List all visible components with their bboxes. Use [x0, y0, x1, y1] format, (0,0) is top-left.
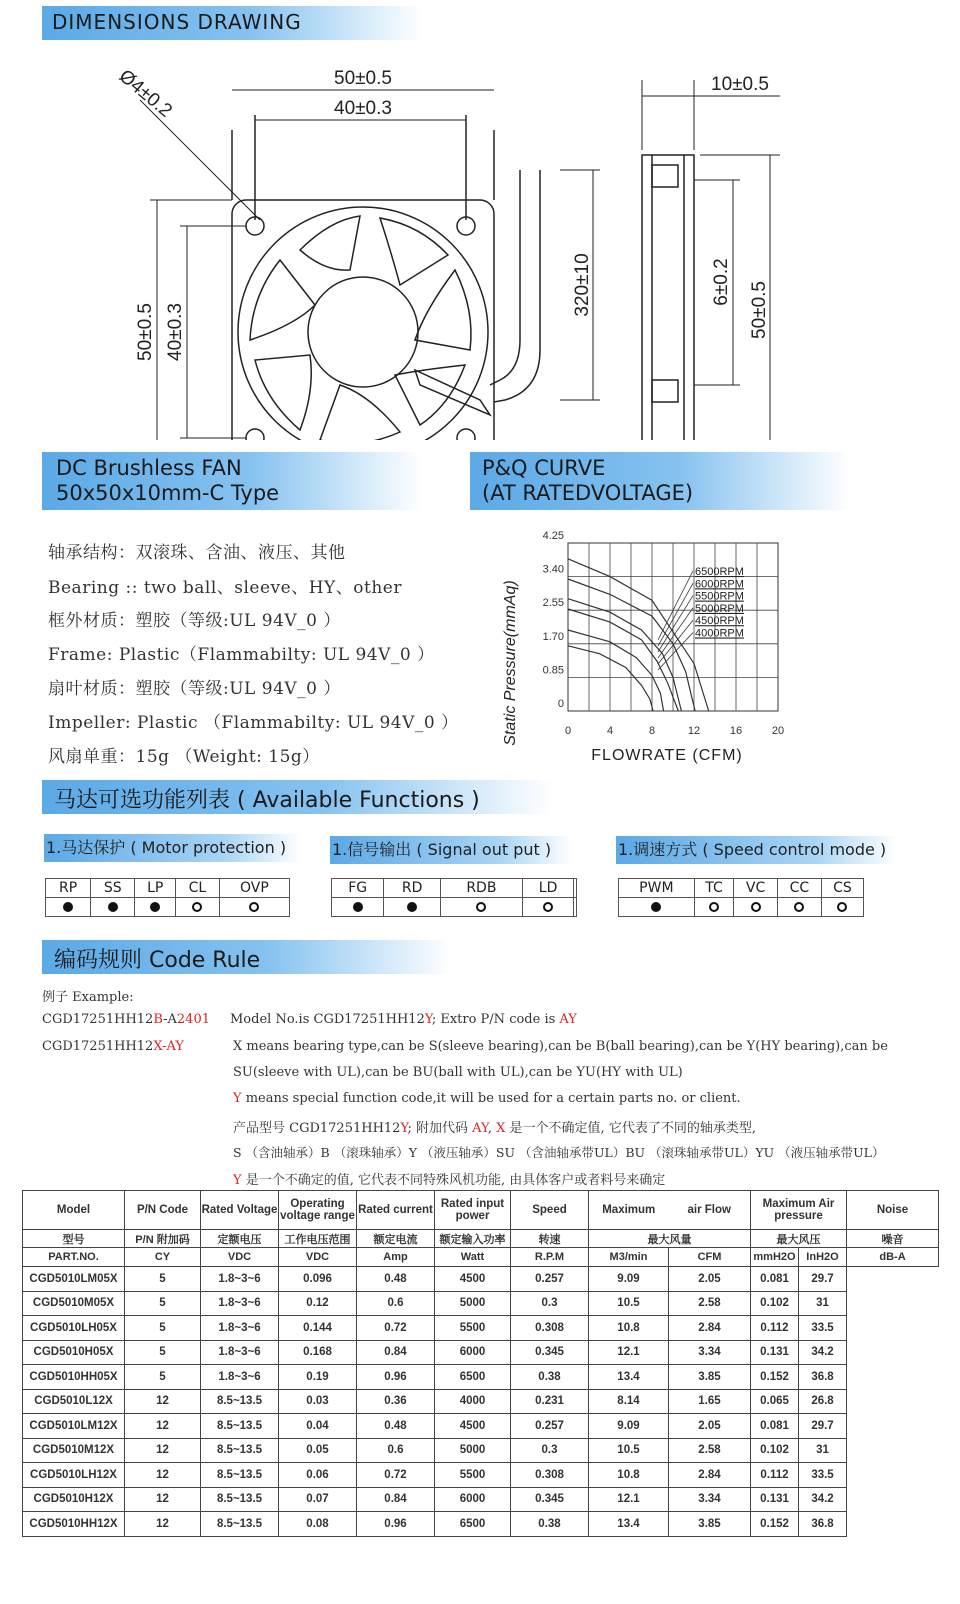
mount-hole-br — [457, 429, 475, 440]
fn-col: OVP — [219, 879, 289, 898]
pq-legend — [658, 566, 744, 670]
hollow-dot-icon — [709, 902, 719, 912]
table-cell: 0.102 — [751, 1291, 799, 1316]
dimensions-drawing — [0, 40, 960, 440]
table-cell: 2.84 — [669, 1316, 751, 1341]
table-cell: 0.96 — [357, 1512, 435, 1537]
pq-y-tick-label: 3.40 — [542, 563, 564, 576]
pq-legend-leader — [658, 620, 693, 664]
th-noise: Noise — [847, 1191, 939, 1230]
dim-inner-width: 40±0.3 — [334, 98, 392, 119]
table-cell: 0.112 — [751, 1316, 799, 1341]
table-cell: 0.308 — [511, 1316, 589, 1341]
fn-mark-cell — [332, 898, 384, 917]
table-cell: 0.04 — [279, 1414, 357, 1439]
product-banner — [42, 452, 422, 510]
fn-col: CS — [821, 879, 863, 898]
filled-dot-icon — [150, 902, 160, 912]
th-unit: VDC — [201, 1248, 279, 1267]
th-unit: M3/min — [589, 1248, 669, 1267]
table-cell: 5 — [125, 1340, 201, 1365]
table-cell: 2.58 — [669, 1291, 751, 1316]
table-cell: 0.96 — [357, 1365, 435, 1390]
table-cell: 4500 — [435, 1414, 511, 1439]
th-range: Operating voltage range — [279, 1191, 357, 1230]
product-title-line1: DC Brushless FAN — [56, 456, 242, 480]
spec-weight: 风扇单重：15g （Weight: 15g） — [48, 747, 320, 767]
table-row — [23, 1389, 939, 1414]
table-cell: 0.102 — [751, 1438, 799, 1463]
table-cell: 3.85 — [669, 1512, 751, 1537]
rule-line-3: Y means special function code,it will be used for a certain parts no. or client. — [233, 1091, 741, 1106]
table-cell: 0.168 — [279, 1340, 357, 1365]
table-row — [23, 1340, 939, 1365]
fn-mark-cell — [135, 898, 176, 917]
functions-banner — [42, 780, 552, 814]
table-cell: 0.231 — [511, 1389, 589, 1414]
table-cell: 2.84 — [669, 1463, 751, 1488]
pq-legend-label: 5000RPM — [695, 602, 744, 615]
table-cell: 0.84 — [357, 1487, 435, 1512]
filled-dot-icon — [407, 902, 417, 912]
table-cell: 2.05 — [669, 1267, 751, 1292]
code-rule-title: 编码规则 Code Rule — [54, 948, 261, 973]
table-cell: 0.08 — [279, 1512, 357, 1537]
mount-hole-bl — [246, 429, 264, 440]
table-cell: 1.65 — [669, 1389, 751, 1414]
table-cell: 36.8 — [799, 1365, 847, 1390]
table-cell: 0.308 — [511, 1463, 589, 1488]
table-cell: 3.34 — [669, 1340, 751, 1365]
table-cell: 29.7 — [799, 1414, 847, 1439]
table-cell: 0.6 — [357, 1438, 435, 1463]
header-row-2 — [23, 1230, 939, 1248]
fn-col: RD — [384, 879, 441, 898]
rule-line-4: 产品型号 CGD17251HH12Y; 附加代码 AY, X 是一个不确定值, 它代表了不同的轴承类型, — [233, 1121, 756, 1136]
table-cell: 13.4 — [589, 1365, 669, 1390]
signal-output-title: 1.信号输出 ( Signal out put ) — [330, 836, 572, 864]
table-cell: 0.345 — [511, 1487, 589, 1512]
pq-y-tick-label: 2.55 — [542, 597, 564, 610]
table-row — [23, 1267, 939, 1292]
fn-mark-cell — [821, 898, 863, 917]
th-max: Maximum — [589, 1191, 669, 1230]
table-cell: 12 — [125, 1487, 201, 1512]
model-cell: CGD5010L12X — [23, 1389, 125, 1414]
fn-mark-cell — [219, 898, 289, 917]
rule-line-1: X means bearing type,can be S(sleeve bearing),can be B(ball bearing),can be Y(HY bearing),can be — [233, 1039, 888, 1054]
table-cell: 6000 — [435, 1487, 511, 1512]
fn-mark-cell — [522, 898, 574, 917]
header-row-1 — [23, 1191, 939, 1230]
example-2-code: CGD17251HH12X-AY — [42, 1039, 184, 1054]
table-cell: 0.19 — [279, 1365, 357, 1390]
table-cell: 12 — [125, 1463, 201, 1488]
table-cell: 1.8~3~6 — [201, 1267, 279, 1292]
table-cell: 0.72 — [357, 1463, 435, 1488]
th-unit: Amp — [357, 1248, 435, 1267]
table-cell: 0.3 — [511, 1291, 589, 1316]
table-cell: 0.257 — [511, 1414, 589, 1439]
dim-thickness: 10±0.5 — [711, 74, 769, 95]
table-cell: 1.8~3~6 — [201, 1316, 279, 1341]
fn-col: LP — [135, 879, 176, 898]
code-rule-banner — [42, 940, 452, 974]
table-cell: 0.38 — [511, 1512, 589, 1537]
pq-curve-4000rpm — [568, 646, 653, 711]
fn-mark-cell — [694, 898, 734, 917]
fn-mark-cell — [777, 898, 821, 917]
dimensions-banner — [42, 6, 422, 40]
pq-title-line1: P&Q CURVE — [482, 456, 606, 480]
table-cell: 6000 — [435, 1340, 511, 1365]
th-voltage: Rated Voltage — [201, 1191, 279, 1230]
pq-curve-5500rpm — [568, 599, 681, 711]
pq-grid — [568, 543, 778, 711]
dim-inner-height: 40±0.3 — [165, 303, 186, 361]
table-cell: 8.5~13.5 — [201, 1414, 279, 1439]
model-cell: CGD5010LM05X — [23, 1267, 125, 1292]
th-cn: 噪音 — [847, 1230, 939, 1248]
table-cell: 0.84 — [357, 1340, 435, 1365]
table-cell: 5000 — [435, 1438, 511, 1463]
th-unit: InH2O — [799, 1248, 847, 1267]
spec-impeller-en: Impeller: Plastic （Flammabilty: UL 94V_0 ） — [48, 713, 459, 733]
hollow-dot-icon — [476, 902, 486, 912]
table-row — [23, 1291, 939, 1316]
pq-y-tick-label: 4.25 — [542, 530, 564, 542]
table-cell: 9.09 — [589, 1267, 669, 1292]
model-cell: CGD5010M05X — [23, 1291, 125, 1316]
dim-side-mid: 6±0.2 — [711, 258, 732, 306]
example-label: 例子 Example: — [42, 990, 134, 1005]
th-pn: P/N Code — [125, 1191, 201, 1230]
fn-col: VC — [734, 879, 778, 898]
th-pressure: Maximum Air pressure — [751, 1191, 847, 1230]
pq-x-tick-label: 4 — [606, 725, 614, 737]
fn-mark-cell — [384, 898, 441, 917]
th-unit: R.P.M — [511, 1248, 589, 1267]
table-cell: 8.5~13.5 — [201, 1512, 279, 1537]
spec-bearing-en: Bearing :: two ball、sleeve、HY、other — [48, 578, 402, 598]
signal-output-table — [331, 878, 577, 917]
fn-mark-cell — [440, 898, 522, 917]
model-cell: CGD5010LM12X — [23, 1414, 125, 1439]
table-cell: 0.07 — [279, 1487, 357, 1512]
dim-hole: Ø4±0.2 — [114, 65, 176, 122]
speed-control-table — [618, 878, 864, 917]
motor-protection-title: 1.马达保护 ( Motor protection ) — [44, 834, 301, 862]
table-cell: 8.5~13.5 — [201, 1389, 279, 1414]
table-cell: 4000 — [435, 1389, 511, 1414]
hollow-dot-icon — [192, 902, 202, 912]
table-cell: 10.8 — [589, 1316, 669, 1341]
pq-legend-leader — [658, 571, 693, 640]
table-cell: 0.48 — [357, 1414, 435, 1439]
pq-y-ticks — [543, 530, 564, 710]
table-cell: 12.1 — [589, 1340, 669, 1365]
spec-bearing-cn: 轴承结构：双滚珠、含油、液压、其他 — [48, 543, 346, 563]
pn-code-cell: CY — [125, 1248, 201, 1267]
table-cell: 26.8 — [799, 1389, 847, 1414]
table-cell: 0.081 — [751, 1414, 799, 1439]
table-cell: 1.8~3~6 — [201, 1340, 279, 1365]
model-cell: CGD5010HH05X — [23, 1365, 125, 1390]
table-cell: 12 — [125, 1414, 201, 1439]
table-cell: 0.05 — [279, 1438, 357, 1463]
dim-outer-width: 50±0.5 — [334, 68, 392, 89]
th-cn: 额定输入功率 — [435, 1230, 511, 1248]
th-unit: CFM — [669, 1248, 751, 1267]
pq-legend-label: 4000RPM — [695, 627, 744, 640]
table-cell: 33.5 — [799, 1463, 847, 1488]
rule-line-6: Y 是一个不确定的值, 它代表不同特殊风机功能, 由具体客户或者料号来确定 — [233, 1173, 666, 1188]
functions-title: 马达可选功能列表 ( Available Functions ) — [54, 788, 480, 813]
pq-x-tick-label: 12 — [687, 725, 701, 737]
table-cell: 1.8~3~6 — [201, 1365, 279, 1390]
table-cell: 5000 — [435, 1291, 511, 1316]
th-airflow: air Flow — [669, 1191, 751, 1230]
table-cell: 5500 — [435, 1316, 511, 1341]
table-cell: 0.3 — [511, 1438, 589, 1463]
table-cell: 0.144 — [279, 1316, 357, 1341]
table-cell: 0.131 — [751, 1340, 799, 1365]
table-cell: 10.5 — [589, 1438, 669, 1463]
pq-x-axis-label: FLOWRATE (CFM) — [591, 747, 743, 764]
pq-legend-label: 6500RPM — [695, 566, 744, 578]
fn-col: SS — [91, 879, 135, 898]
hollow-dot-icon — [249, 902, 259, 912]
table-cell: 0.6 — [357, 1291, 435, 1316]
dim-lead-length: 320±10 — [572, 253, 593, 317]
fn-mark-cell — [176, 898, 220, 917]
th-cn: P/N 附加码 — [125, 1230, 201, 1248]
table-cell: 12.1 — [589, 1487, 669, 1512]
th-cn: 最大风压 — [751, 1230, 847, 1248]
pq-y-axis-label: Static Pressure(mmAq) — [502, 580, 519, 746]
table-cell: 0.72 — [357, 1316, 435, 1341]
table-cell: 1.8~3~6 — [201, 1291, 279, 1316]
table-cell: 31 — [799, 1291, 847, 1316]
fn-mark-cell — [734, 898, 778, 917]
pq-x-tick-label: 8 — [648, 725, 656, 737]
product-title-line2: 50x50x10mm-C Type — [56, 481, 280, 505]
example-1-desc: Model No.is CGD17251HH12Y; Extro P/N code is AY — [230, 1012, 577, 1027]
table-cell: 8.5~13.5 — [201, 1463, 279, 1488]
pq-legend-label: 4500RPM — [695, 615, 744, 628]
pq-x-tick-label: 16 — [729, 725, 743, 737]
table-cell: 36.8 — [799, 1512, 847, 1537]
table-cell: 5 — [125, 1267, 201, 1292]
table-cell: 6500 — [435, 1365, 511, 1390]
fn-col: FG — [332, 879, 384, 898]
th-speed: Speed — [511, 1191, 589, 1230]
pq-y-tick-label: 0.85 — [542, 664, 564, 677]
table-cell: 0.38 — [511, 1365, 589, 1390]
th-unit: VDC — [279, 1248, 357, 1267]
pq-legend-label: 5500RPM — [695, 590, 744, 603]
table-cell: 5500 — [435, 1463, 511, 1488]
hollow-dot-icon — [837, 902, 847, 912]
model-cell: CGD5010H05X — [23, 1340, 125, 1365]
dimensions-title: DIMENSIONS DRAWING — [52, 10, 302, 34]
table-cell: 34.2 — [799, 1487, 847, 1512]
th-cn: 工作电压范围 — [279, 1230, 357, 1248]
table-cell: 0.081 — [751, 1267, 799, 1292]
pq-title-line2: (AT RATEDVOLTAGE) — [482, 481, 694, 505]
table-cell: 13.4 — [589, 1512, 669, 1537]
fn-col: RP — [46, 879, 91, 898]
table-row — [23, 1487, 939, 1512]
header-row-3 — [23, 1248, 939, 1267]
filled-dot-icon — [651, 902, 661, 912]
table-cell: 33.5 — [799, 1316, 847, 1341]
fn-mark-cell — [574, 898, 577, 917]
fn-col: CL — [176, 879, 220, 898]
table-row — [23, 1414, 939, 1439]
pq-y-tick-label: 0 — [557, 698, 564, 710]
table-cell: 34.2 — [799, 1340, 847, 1365]
fn-col: TC — [694, 879, 734, 898]
fn-mark-cell — [619, 898, 695, 917]
fn-col: LD — [522, 879, 574, 898]
fn-col: CC — [777, 879, 821, 898]
table-row — [23, 1463, 939, 1488]
table-cell: 0.36 — [357, 1389, 435, 1414]
th-current: Rated current — [357, 1191, 435, 1230]
table-cell: 0.152 — [751, 1512, 799, 1537]
model-cell: CGD5010LH12X — [23, 1463, 125, 1488]
speed-control-title: 1.调速方式 ( Speed control mode ) — [616, 836, 898, 864]
table-cell: 10.5 — [589, 1291, 669, 1316]
pq-x-tick-label: 20 — [771, 725, 785, 737]
table-cell: 31 — [799, 1438, 847, 1463]
pq-y-tick-label: 1.70 — [542, 630, 564, 643]
model-cell: CGD5010HH12X — [23, 1512, 125, 1537]
table-cell: 3.85 — [669, 1365, 751, 1390]
table-row — [23, 1512, 939, 1537]
table-cell: 10.8 — [589, 1463, 669, 1488]
spec-table — [22, 1190, 939, 1537]
table-row — [23, 1438, 939, 1463]
table-cell: 0.152 — [751, 1365, 799, 1390]
th-unit: mmH2O — [751, 1248, 799, 1267]
dim-outer-height: 50±0.5 — [135, 303, 156, 361]
pq-banner — [470, 452, 850, 510]
fn-col: RDB — [440, 879, 522, 898]
th-unit: Watt — [435, 1248, 511, 1267]
filled-dot-icon — [353, 902, 363, 912]
th-power: Rated input power — [435, 1191, 511, 1230]
th-cn: 型号 — [23, 1230, 125, 1248]
example-1-code: CGD17251HH12B-A2401 — [42, 1012, 210, 1027]
table-cell: 5 — [125, 1365, 201, 1390]
hollow-dot-icon — [794, 902, 804, 912]
filled-dot-icon — [63, 902, 73, 912]
pq-x-tick-label: 0 — [564, 725, 572, 737]
pq-legend-leader — [658, 633, 693, 671]
rule-line-2: SU(sleeve with UL),can be BU(ball with UL),can be YU(HY with UL) — [233, 1065, 683, 1080]
table-cell: 9.09 — [589, 1414, 669, 1439]
spec-impeller-cn: 扇叶材质：塑胶（等级:UL 94V_0 ） — [48, 679, 341, 699]
table-cell: 0.03 — [279, 1389, 357, 1414]
table-cell: 0.065 — [751, 1389, 799, 1414]
th-unit: PART.NO. — [23, 1248, 125, 1267]
table-cell: 0.06 — [279, 1463, 357, 1488]
table-cell: 4500 — [435, 1267, 511, 1292]
fan-frame — [232, 200, 494, 440]
table-cell: 0.48 — [357, 1267, 435, 1292]
fan-bore — [238, 207, 488, 440]
table-cell: 12 — [125, 1512, 201, 1537]
table-cell: 0.12 — [279, 1291, 357, 1316]
table-cell: 8.14 — [589, 1389, 669, 1414]
table-cell: 2.58 — [669, 1438, 751, 1463]
pq-legend-label: 6000RPM — [695, 578, 744, 591]
pq-curve-5000rpm — [568, 609, 678, 711]
table-cell: 12 — [125, 1438, 201, 1463]
filled-dot-icon — [108, 902, 118, 912]
table-row — [23, 1365, 939, 1390]
fn-col: PWM — [619, 879, 695, 898]
table-cell: 8.5~13.5 — [201, 1487, 279, 1512]
fn-col — [574, 879, 577, 898]
table-cell: 12 — [125, 1389, 201, 1414]
motor-protection-table — [45, 878, 290, 917]
hollow-dot-icon — [751, 902, 761, 912]
spec-frame-en: Frame: Plastic（Flammabilty: UL 94V_0 ） — [48, 645, 435, 665]
pq-x-ticks — [565, 725, 784, 737]
table-cell: 5 — [125, 1316, 201, 1341]
table-cell: 0.112 — [751, 1463, 799, 1488]
fn-mark-cell — [46, 898, 91, 917]
table-cell: 29.7 — [799, 1267, 847, 1292]
model-cell: CGD5010M12X — [23, 1438, 125, 1463]
rule-line-5: S （含油轴承）B （滚珠轴承）Y （液压轴承）SU （含油轴承带UL）BU （滚珠轴承带UL）YU （液压轴承带UL） — [233, 1145, 885, 1160]
th-cn: 定额电压 — [201, 1230, 279, 1248]
table-cell: 5 — [125, 1291, 201, 1316]
table-row — [23, 1316, 939, 1341]
table-cell: 6500 — [435, 1512, 511, 1537]
table-cell: 0.096 — [279, 1267, 357, 1292]
th-cn: 转速 — [511, 1230, 589, 1248]
table-cell: 0.131 — [751, 1487, 799, 1512]
model-cell: CGD5010H12X — [23, 1487, 125, 1512]
table-cell: 0.257 — [511, 1267, 589, 1292]
th-model: Model — [23, 1191, 125, 1230]
table-cell: 0.345 — [511, 1340, 589, 1365]
th-cn: 最大风量 — [589, 1230, 751, 1248]
dim-side-height: 50±0.5 — [749, 281, 770, 339]
pq-chart — [495, 528, 815, 768]
table-cell: 2.05 — [669, 1414, 751, 1439]
th-unit: dB-A — [847, 1248, 939, 1267]
table-cell: 8.5~13.5 — [201, 1438, 279, 1463]
side-frame — [642, 155, 694, 440]
fan-hub — [308, 277, 418, 387]
hollow-dot-icon — [543, 902, 553, 912]
spec-frame-cn: 框外材质：塑胶（等级:UL 94V_0 ） — [48, 611, 341, 631]
model-cell: CGD5010LH05X — [23, 1316, 125, 1341]
table-cell: 3.34 — [669, 1487, 751, 1512]
th-cn: 额定电流 — [357, 1230, 435, 1248]
fn-mark-cell — [91, 898, 135, 917]
